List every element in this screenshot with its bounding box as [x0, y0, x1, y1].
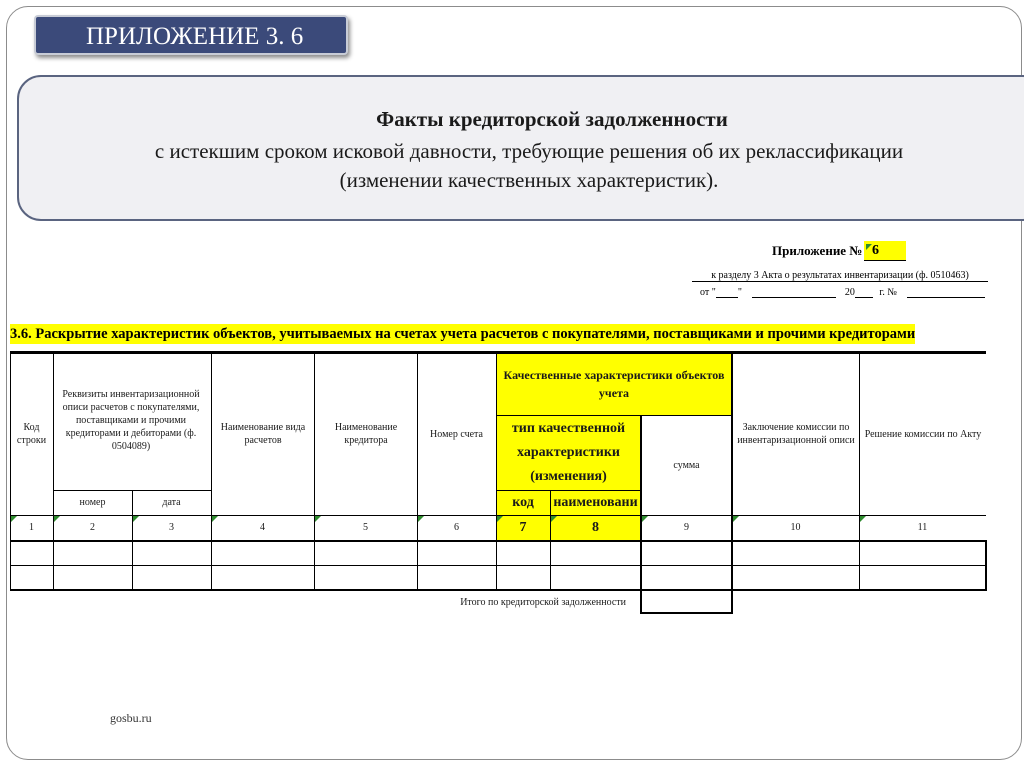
grid-line	[10, 353, 11, 590]
year-blank	[855, 287, 873, 298]
column-number: 11	[917, 522, 928, 533]
grid-line	[496, 490, 641, 491]
header-quality: Качественные характеристики объектов учета	[503, 368, 725, 400]
grid-line	[640, 612, 733, 614]
cell-marker	[497, 516, 503, 522]
column-number: 6	[454, 522, 459, 533]
header-sum: сумма	[673, 459, 700, 471]
grid-line	[417, 353, 418, 590]
cell-marker	[212, 516, 218, 522]
table-cell[interactable]	[10, 541, 53, 565]
column-number: 5	[363, 522, 368, 533]
section-title	[10, 323, 986, 353]
year-label: 20	[844, 287, 855, 298]
grid-line	[132, 490, 133, 590]
cell-marker	[418, 516, 424, 522]
title-subtitle	[29, 137, 1024, 195]
header-commission-decision: Решение комиссии по Акту	[864, 428, 982, 440]
appendix-reference: к разделу 3 Акта о результатах инвентаризации (ф. 0510463)	[692, 270, 988, 282]
header-date: дата	[162, 497, 181, 508]
grid-line	[640, 415, 642, 614]
grid-line	[10, 353, 986, 354]
month-blank	[752, 287, 836, 298]
header-number: номер	[79, 497, 106, 508]
header-settlement-name: Наименование вида расчетов	[220, 422, 306, 446]
grid-line	[314, 353, 315, 590]
grid-line	[53, 353, 54, 590]
header-type-name: наименовани	[553, 494, 638, 510]
grid-line	[550, 490, 551, 590]
cell-marker	[11, 516, 17, 522]
grid-line	[731, 353, 733, 614]
total-label: Итого по кредиторской задолженности	[460, 596, 626, 608]
cell-marker	[551, 516, 557, 522]
cell-marker	[866, 244, 872, 250]
title-panel	[17, 75, 1024, 221]
column-number: 1	[29, 522, 34, 533]
column-number: 7	[519, 519, 527, 535]
header-creditor-name: Наименование кредитора	[334, 422, 398, 446]
cell-marker	[315, 516, 321, 522]
total-sum-cell[interactable]	[641, 590, 732, 613]
column-number: 9	[684, 522, 689, 533]
number-label: г. №	[879, 287, 897, 298]
appendix-title: Приложение №	[772, 243, 863, 258]
grid-line	[10, 589, 986, 591]
grid-line	[496, 415, 732, 416]
title-line-1: с истекшим сроком исковой давности, требующие решения об их реклассификации	[154, 139, 904, 163]
grid-line	[859, 353, 860, 590]
title-main: Факты кредиторской задолженности	[376, 107, 728, 131]
cell-marker	[133, 516, 139, 522]
header-quality-type: тип качественной характеристики (изменения)	[511, 420, 626, 484]
appendix-date-line	[700, 287, 988, 298]
cell-marker	[860, 516, 866, 522]
grid-line	[10, 565, 986, 566]
header-account-number: Номер счета	[430, 428, 483, 440]
number-blank	[907, 287, 985, 298]
grid-line	[10, 540, 986, 542]
date-quote: "	[737, 287, 742, 298]
grid-line	[211, 353, 212, 590]
column-number: 4	[260, 522, 265, 533]
date-from-label: от "	[700, 287, 716, 298]
cell-marker	[642, 516, 648, 522]
header-type-code: код	[512, 494, 534, 510]
header-code: Код строки	[16, 422, 47, 446]
column-number: 10	[790, 522, 801, 533]
grid-line	[496, 353, 497, 590]
cell-marker	[54, 516, 60, 522]
appendix-label: ПРИЛОЖЕНИЕ 3. 6	[34, 15, 348, 55]
footer-source: gosbu.ru	[110, 711, 152, 725]
header-requisites: Реквизиты инвентаризационной описи расчетов с покупателями, поставщиками и прочими кредиторами и дебиторами (ф. 0504089)	[62, 388, 200, 452]
day-blank	[716, 287, 738, 298]
appendix-number: 6	[864, 241, 906, 261]
title-line-2: (изменении качественных характеристик).	[339, 168, 719, 192]
column-number: 3	[169, 522, 174, 533]
column-number: 8	[592, 519, 599, 535]
column-number: 2	[90, 522, 95, 533]
cell-marker	[733, 516, 739, 522]
header-commission-conclusion: Заключение комиссии по инвентаризационной описи	[737, 422, 855, 446]
grid-line	[985, 540, 987, 591]
section-title-highlight: 3.6. Раскрытие характеристик объектов, учитываемых на счетах учета расчетов с покупателями, поставщиками и прочими кредиторами	[10, 326, 916, 342]
